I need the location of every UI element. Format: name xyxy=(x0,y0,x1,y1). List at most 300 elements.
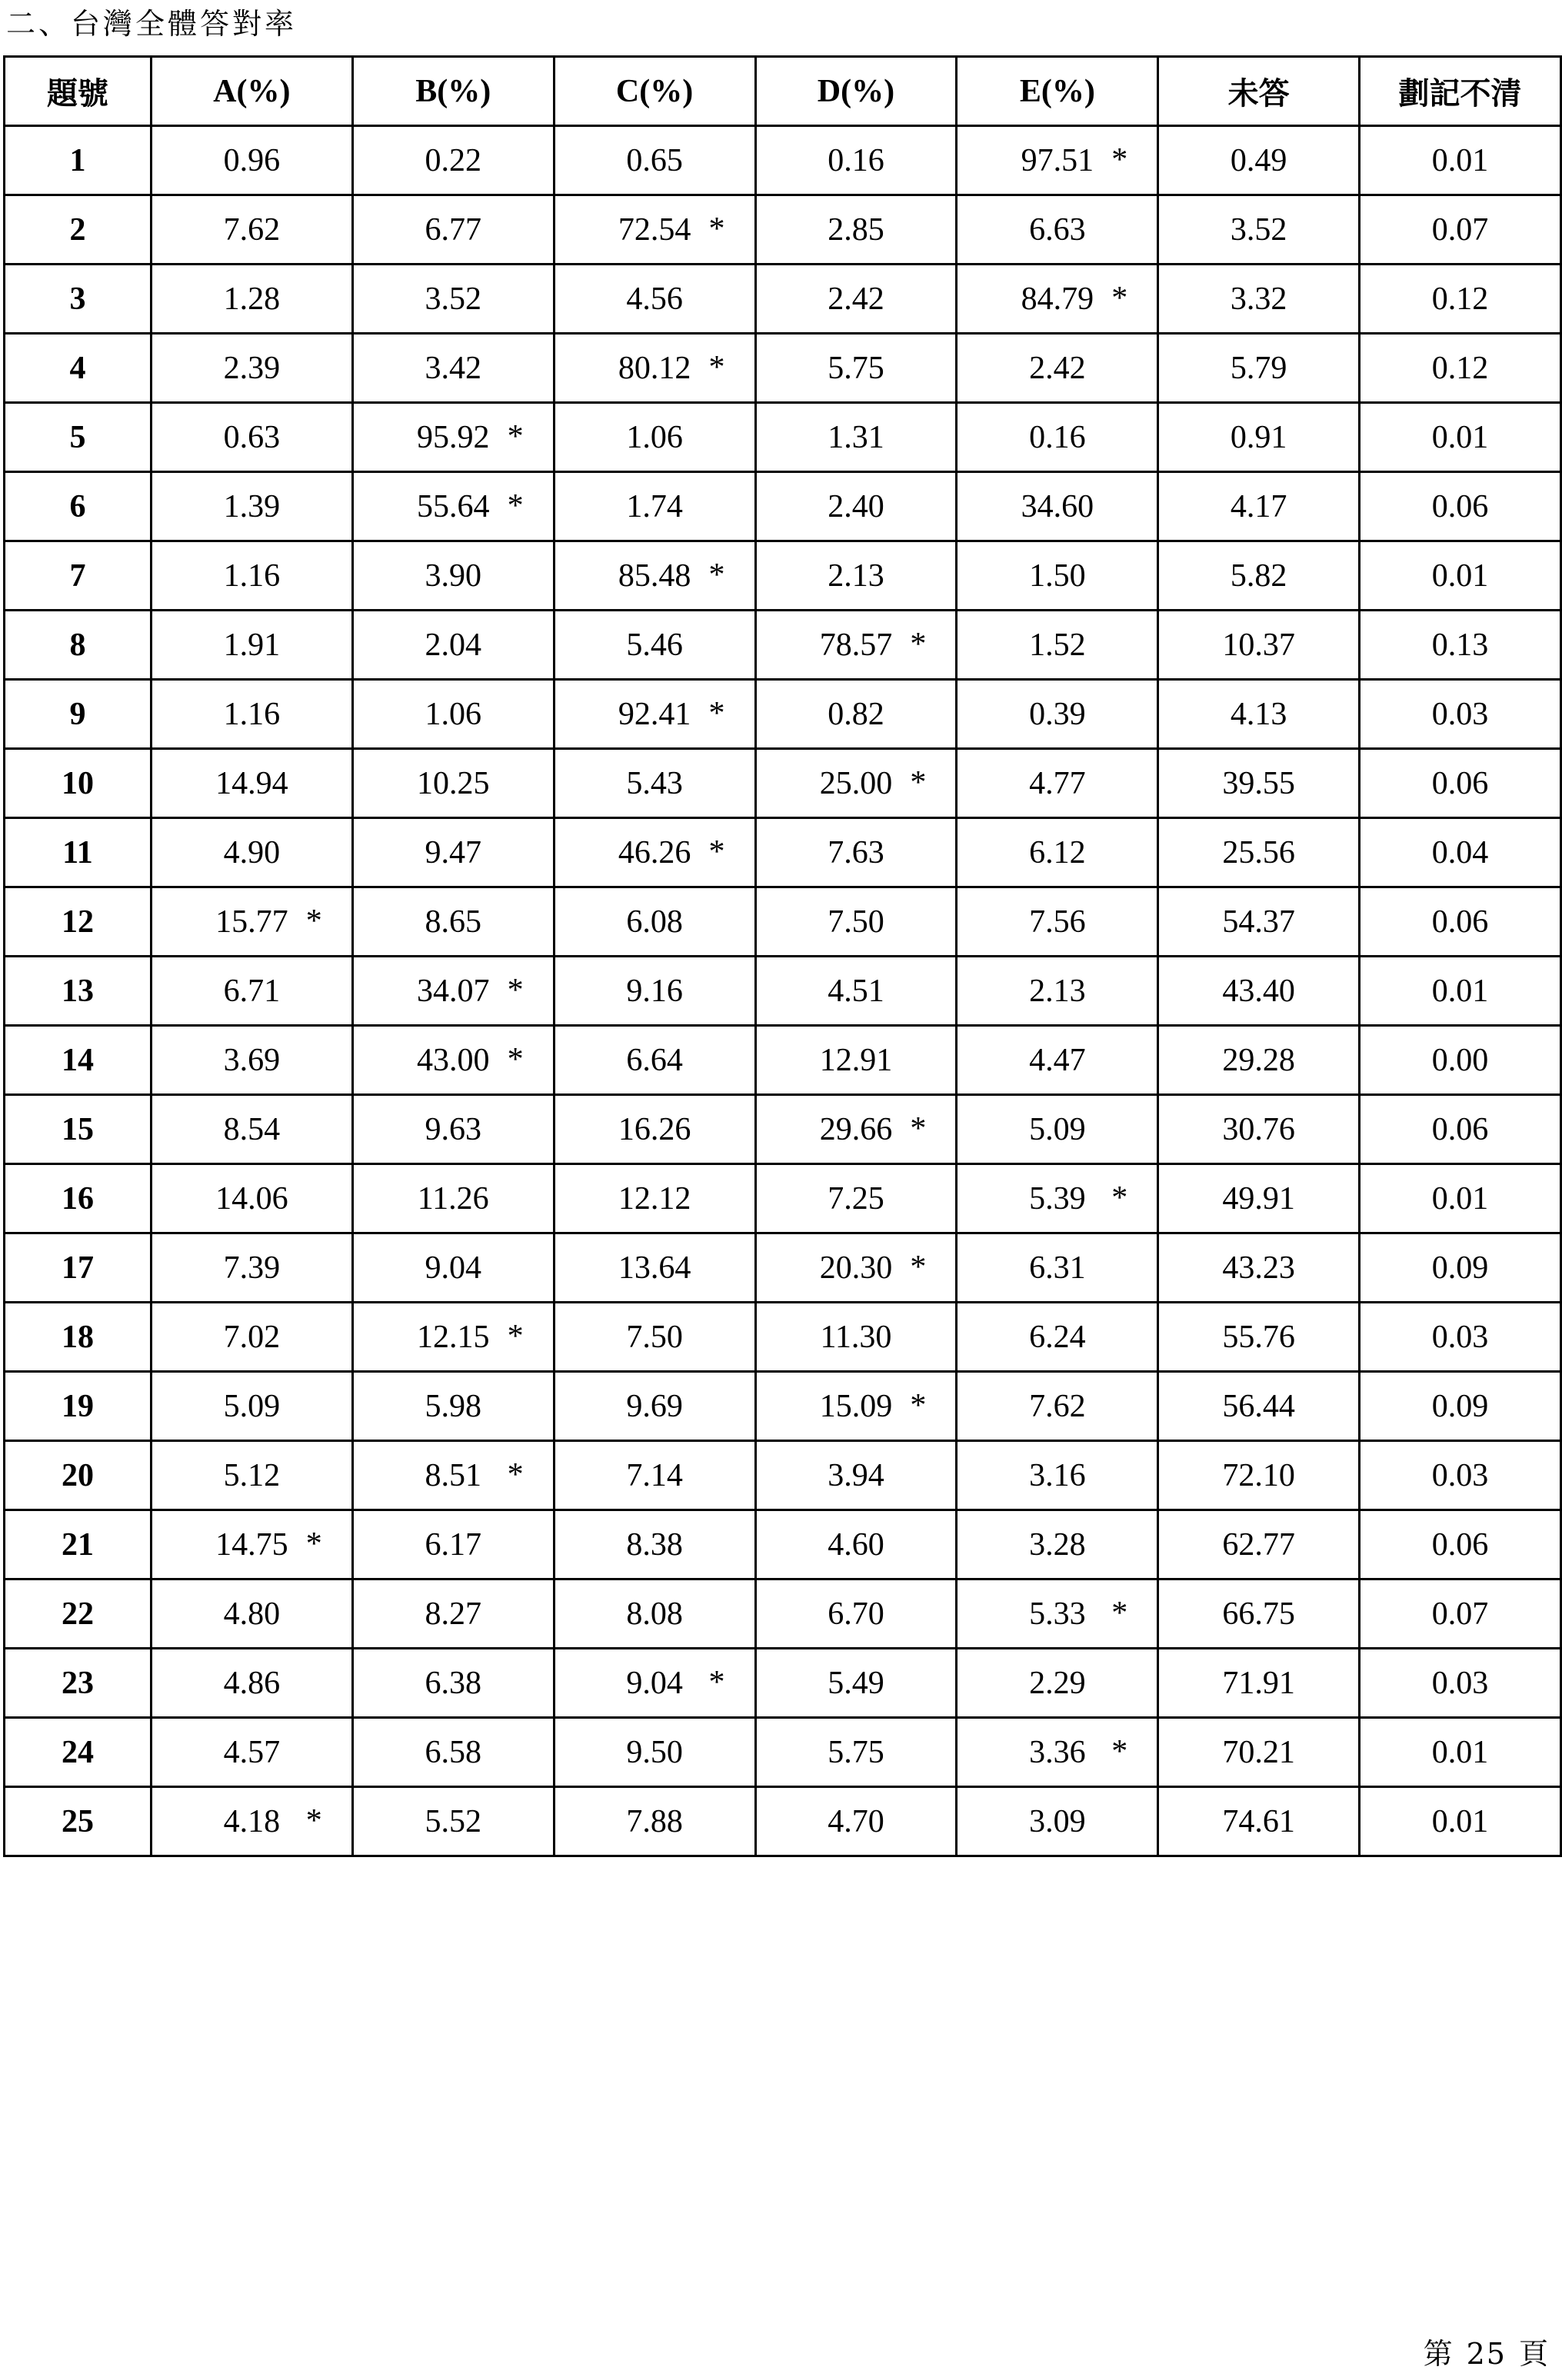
option-e-value: 1.50 xyxy=(1029,558,1086,594)
option-a-cell xyxy=(151,472,352,541)
header-unclear-mark: 劃記不清 xyxy=(1360,57,1561,126)
unanswered-cell: 0.91 xyxy=(1158,403,1360,472)
option-e-value: 5.39 xyxy=(1029,1180,1086,1217)
option-e-cell xyxy=(957,1372,1158,1441)
unanswered-cell: 4.17 xyxy=(1158,472,1360,541)
question-number-cell: 2 xyxy=(5,195,152,265)
option-c-cell xyxy=(554,1649,755,1718)
unclear-mark-cell: 0.01 xyxy=(1360,403,1561,472)
unanswered-cell: 74.61 xyxy=(1158,1787,1360,1856)
unclear-mark-cell: 0.03 xyxy=(1360,1303,1561,1372)
option-b-cell xyxy=(352,1510,554,1579)
question-number-cell: 15 xyxy=(5,1095,152,1164)
option-a-cell xyxy=(151,1787,352,1856)
option-b-value: 3.90 xyxy=(425,558,481,594)
option-d-value: 4.51 xyxy=(828,973,884,1009)
option-b-cell xyxy=(352,1303,554,1372)
unclear-mark-cell: 0.01 xyxy=(1360,126,1561,195)
option-c-value: 7.88 xyxy=(626,1803,683,1839)
option-c-value: 9.50 xyxy=(626,1734,683,1770)
option-e-cell xyxy=(957,126,1158,195)
unanswered-cell: 5.79 xyxy=(1158,334,1360,403)
option-d-cell xyxy=(755,1649,957,1718)
unclear-mark-cell: 0.06 xyxy=(1360,472,1561,541)
option-c-cell xyxy=(554,611,755,680)
option-d-value: 0.82 xyxy=(828,696,884,732)
option-b-value: 34.07 xyxy=(416,973,490,1009)
option-d-value: 5.75 xyxy=(828,350,884,386)
question-number-cell: 24 xyxy=(5,1718,152,1787)
option-d-value: 2.13 xyxy=(828,558,884,594)
option-d-value: 11.30 xyxy=(820,1319,892,1355)
unclear-mark-cell: 0.04 xyxy=(1360,818,1561,887)
unclear-mark-cell: 0.03 xyxy=(1360,1649,1561,1718)
option-b-cell xyxy=(352,472,554,541)
option-a-cell xyxy=(151,680,352,749)
option-c-value: 0.65 xyxy=(626,142,683,178)
option-d-cell xyxy=(755,195,957,265)
option-d-cell xyxy=(755,1233,957,1303)
question-number-cell: 10 xyxy=(5,749,152,818)
header-option-e: E(%) xyxy=(957,57,1158,126)
option-e-cell xyxy=(957,265,1158,334)
question-number-cell: 14 xyxy=(5,1026,152,1095)
table-row xyxy=(5,265,1561,334)
option-d-value: 2.85 xyxy=(828,211,884,248)
option-d-value: 4.60 xyxy=(828,1526,884,1563)
option-d-cell xyxy=(755,1164,957,1233)
unclear-mark-cell: 0.01 xyxy=(1360,541,1561,611)
option-b-value: 3.52 xyxy=(425,281,481,317)
correct-answer-marker: * xyxy=(305,1526,322,1562)
correct-answer-marker: * xyxy=(507,1041,524,1077)
table-row xyxy=(5,1510,1561,1579)
option-b-cell xyxy=(352,1095,554,1164)
option-c-cell xyxy=(554,887,755,957)
question-number-cell: 21 xyxy=(5,1510,152,1579)
question-number-cell: 20 xyxy=(5,1441,152,1510)
question-number-cell: 3 xyxy=(5,265,152,334)
option-e-value: 6.63 xyxy=(1029,211,1086,248)
option-b-cell xyxy=(352,126,554,195)
unanswered-cell: 29.28 xyxy=(1158,1026,1360,1095)
option-b-value: 8.51 xyxy=(425,1457,481,1493)
table-row xyxy=(5,611,1561,680)
option-d-cell xyxy=(755,611,957,680)
correct-answer-marker: * xyxy=(1111,141,1128,178)
option-c-cell xyxy=(554,472,755,541)
header-option-a: A(%) xyxy=(151,57,352,126)
option-c-value: 7.14 xyxy=(626,1457,683,1493)
option-c-cell xyxy=(554,1510,755,1579)
option-c-cell xyxy=(554,818,755,887)
unanswered-cell: 25.56 xyxy=(1158,818,1360,887)
option-e-value: 6.24 xyxy=(1029,1319,1086,1355)
table-row xyxy=(5,680,1561,749)
option-a-value: 7.02 xyxy=(223,1319,281,1355)
header-option-b: B(%) xyxy=(352,57,554,126)
option-b-value: 5.98 xyxy=(425,1388,481,1424)
question-number-cell: 18 xyxy=(5,1303,152,1372)
option-c-cell xyxy=(554,680,755,749)
option-d-cell xyxy=(755,1026,957,1095)
option-b-value: 3.42 xyxy=(425,350,481,386)
correct-answer-marker: * xyxy=(910,626,927,662)
option-d-value: 1.31 xyxy=(828,419,884,455)
option-a-value: 1.28 xyxy=(223,281,281,317)
question-number-cell: 19 xyxy=(5,1372,152,1441)
option-e-cell xyxy=(957,1510,1158,1579)
option-b-value: 8.27 xyxy=(425,1596,481,1632)
option-b-cell xyxy=(352,541,554,611)
answer-rate-table xyxy=(3,55,1562,1857)
option-d-cell xyxy=(755,334,957,403)
option-c-cell xyxy=(554,1579,755,1649)
option-c-cell xyxy=(554,541,755,611)
option-d-cell xyxy=(755,1095,957,1164)
option-e-cell xyxy=(957,472,1158,541)
correct-answer-marker: * xyxy=(507,1318,524,1354)
option-b-value: 11.26 xyxy=(417,1180,489,1217)
option-a-cell xyxy=(151,334,352,403)
header-question-number: 題號 xyxy=(5,57,152,126)
option-d-value: 29.66 xyxy=(819,1111,893,1147)
option-e-cell xyxy=(957,1718,1158,1787)
option-b-cell xyxy=(352,403,554,472)
option-b-value: 6.17 xyxy=(425,1526,481,1563)
option-b-value: 6.58 xyxy=(425,1734,481,1770)
option-e-cell xyxy=(957,1026,1158,1095)
option-d-cell xyxy=(755,472,957,541)
option-c-value: 8.38 xyxy=(626,1526,683,1563)
unclear-mark-cell: 0.01 xyxy=(1360,957,1561,1026)
table-row xyxy=(5,1787,1561,1856)
option-e-value: 5.09 xyxy=(1029,1111,1086,1147)
option-e-cell xyxy=(957,1303,1158,1372)
option-b-cell xyxy=(352,887,554,957)
unanswered-cell: 66.75 xyxy=(1158,1579,1360,1649)
page-number: 25 xyxy=(1466,2337,1507,2371)
table-row xyxy=(5,1372,1561,1441)
unanswered-cell: 54.37 xyxy=(1158,887,1360,957)
question-number-cell: 1 xyxy=(5,126,152,195)
option-c-value: 7.50 xyxy=(626,1319,683,1355)
unanswered-cell: 55.76 xyxy=(1158,1303,1360,1372)
option-e-value: 84.79 xyxy=(1021,281,1094,317)
option-c-cell xyxy=(554,1787,755,1856)
option-b-cell xyxy=(352,1164,554,1233)
table-row xyxy=(5,887,1561,957)
option-d-cell xyxy=(755,1787,957,1856)
option-a-cell xyxy=(151,265,352,334)
option-a-cell xyxy=(151,195,352,265)
option-d-value: 7.63 xyxy=(828,834,884,870)
option-e-cell xyxy=(957,541,1158,611)
option-a-value: 7.62 xyxy=(223,211,281,248)
option-c-value: 8.08 xyxy=(626,1596,683,1632)
unclear-mark-cell: 0.09 xyxy=(1360,1372,1561,1441)
unanswered-cell: 5.82 xyxy=(1158,541,1360,611)
option-e-cell xyxy=(957,1095,1158,1164)
correct-answer-marker: * xyxy=(708,695,725,731)
option-a-cell xyxy=(151,1649,352,1718)
option-a-cell xyxy=(151,1164,352,1233)
option-c-value: 1.74 xyxy=(626,488,683,524)
option-e-cell xyxy=(957,1787,1158,1856)
option-e-cell xyxy=(957,403,1158,472)
option-b-value: 9.47 xyxy=(425,834,481,870)
unclear-mark-cell: 0.07 xyxy=(1360,195,1561,265)
option-a-cell xyxy=(151,126,352,195)
option-a-value: 0.96 xyxy=(223,142,281,178)
option-a-cell xyxy=(151,1233,352,1303)
option-a-value: 0.63 xyxy=(223,419,281,455)
table-row xyxy=(5,1441,1561,1510)
unclear-mark-cell: 0.13 xyxy=(1360,611,1561,680)
option-e-value: 0.16 xyxy=(1029,419,1086,455)
unclear-mark-cell: 0.12 xyxy=(1360,265,1561,334)
option-c-value: 46.26 xyxy=(618,834,691,870)
option-a-value: 6.71 xyxy=(223,973,281,1009)
table-row xyxy=(5,472,1561,541)
option-a-cell xyxy=(151,1095,352,1164)
unanswered-cell: 3.52 xyxy=(1158,195,1360,265)
option-c-value: 5.46 xyxy=(626,627,683,663)
table-row xyxy=(5,749,1561,818)
option-a-value: 14.75 xyxy=(215,1526,288,1563)
option-e-cell xyxy=(957,195,1158,265)
option-c-value: 13.64 xyxy=(618,1250,691,1286)
option-a-value: 2.39 xyxy=(223,350,281,386)
option-e-cell xyxy=(957,1441,1158,1510)
unclear-mark-cell: 0.06 xyxy=(1360,1095,1561,1164)
option-a-cell xyxy=(151,1718,352,1787)
option-c-value: 4.56 xyxy=(626,281,683,317)
table-header-row xyxy=(5,57,1561,126)
option-b-value: 55.64 xyxy=(416,488,490,524)
option-a-value: 4.18 xyxy=(223,1803,281,1839)
section-title: 二、台灣全體答對率 xyxy=(6,7,298,41)
correct-answer-marker: * xyxy=(910,764,927,801)
option-d-cell xyxy=(755,265,957,334)
table-row xyxy=(5,957,1561,1026)
correct-answer-marker: * xyxy=(708,211,725,247)
option-b-value: 0.22 xyxy=(425,142,481,178)
option-b-cell xyxy=(352,1649,554,1718)
table-row xyxy=(5,1579,1561,1649)
correct-answer-marker: * xyxy=(1111,280,1128,316)
table-row xyxy=(5,334,1561,403)
correct-answer-marker: * xyxy=(910,1387,927,1423)
option-e-cell xyxy=(957,887,1158,957)
option-a-value: 1.91 xyxy=(223,627,281,663)
option-b-cell xyxy=(352,1372,554,1441)
option-d-cell xyxy=(755,1510,957,1579)
option-d-value: 78.57 xyxy=(819,627,893,663)
option-a-value: 1.16 xyxy=(223,696,281,732)
option-d-cell xyxy=(755,1579,957,1649)
table-row xyxy=(5,126,1561,195)
option-d-value: 6.70 xyxy=(828,1596,884,1632)
option-d-value: 4.70 xyxy=(828,1803,884,1839)
option-e-value: 1.52 xyxy=(1029,627,1086,663)
option-c-cell xyxy=(554,1095,755,1164)
correct-answer-marker: * xyxy=(708,834,725,870)
option-b-cell xyxy=(352,1579,554,1649)
option-d-cell xyxy=(755,1441,957,1510)
page-suffix: 頁 xyxy=(1518,2337,1550,2371)
option-b-cell xyxy=(352,680,554,749)
unanswered-cell: 56.44 xyxy=(1158,1372,1360,1441)
option-b-cell xyxy=(352,1233,554,1303)
table-row xyxy=(5,1303,1561,1372)
question-number-cell: 23 xyxy=(5,1649,152,1718)
option-e-value: 3.28 xyxy=(1029,1526,1086,1563)
correct-answer-marker: * xyxy=(1111,1180,1128,1216)
unanswered-cell: 70.21 xyxy=(1158,1718,1360,1787)
option-a-cell xyxy=(151,887,352,957)
header-option-c: C(%) xyxy=(554,57,755,126)
option-a-cell xyxy=(151,1026,352,1095)
option-a-cell xyxy=(151,403,352,472)
correct-answer-marker: * xyxy=(708,557,725,593)
option-e-value: 5.33 xyxy=(1029,1596,1086,1632)
unclear-mark-cell: 0.01 xyxy=(1360,1164,1561,1233)
question-number-cell: 13 xyxy=(5,957,152,1026)
option-a-value: 14.06 xyxy=(215,1180,288,1217)
option-a-cell xyxy=(151,611,352,680)
table-row xyxy=(5,818,1561,887)
option-a-cell xyxy=(151,1579,352,1649)
question-number-cell: 4 xyxy=(5,334,152,403)
option-a-value: 7.39 xyxy=(223,1250,281,1286)
table-row xyxy=(5,1164,1561,1233)
option-b-value: 95.92 xyxy=(416,419,490,455)
unclear-mark-cell: 0.06 xyxy=(1360,1510,1561,1579)
option-a-value: 8.54 xyxy=(223,1111,281,1147)
question-number-cell: 9 xyxy=(5,680,152,749)
option-c-value: 85.48 xyxy=(618,558,691,594)
option-c-value: 80.12 xyxy=(618,350,691,386)
option-e-value: 34.60 xyxy=(1021,488,1094,524)
option-e-value: 4.47 xyxy=(1029,1042,1086,1078)
option-e-value: 3.16 xyxy=(1029,1457,1086,1493)
option-e-value: 2.42 xyxy=(1029,350,1086,386)
question-number-cell: 8 xyxy=(5,611,152,680)
unanswered-cell: 62.77 xyxy=(1158,1510,1360,1579)
unclear-mark-cell: 0.01 xyxy=(1360,1718,1561,1787)
option-e-cell xyxy=(957,680,1158,749)
unclear-mark-cell: 0.03 xyxy=(1360,1441,1561,1510)
option-d-value: 5.75 xyxy=(828,1734,884,1770)
option-e-value: 7.56 xyxy=(1029,904,1086,940)
option-c-value: 6.64 xyxy=(626,1042,683,1078)
option-a-value: 14.94 xyxy=(215,765,288,801)
option-e-value: 3.36 xyxy=(1029,1734,1086,1770)
table-row xyxy=(5,403,1561,472)
table-row xyxy=(5,1649,1561,1718)
correct-answer-marker: * xyxy=(507,1456,524,1493)
correct-answer-marker: * xyxy=(1111,1595,1128,1631)
option-c-cell xyxy=(554,1372,755,1441)
option-a-value: 1.39 xyxy=(223,488,281,524)
table-row xyxy=(5,1718,1561,1787)
option-e-cell xyxy=(957,749,1158,818)
option-b-cell xyxy=(352,818,554,887)
option-d-cell xyxy=(755,1303,957,1372)
correct-answer-marker: * xyxy=(507,488,524,524)
option-e-value: 2.29 xyxy=(1029,1665,1086,1701)
option-c-cell xyxy=(554,334,755,403)
option-a-value: 3.69 xyxy=(223,1042,281,1078)
option-e-value: 4.77 xyxy=(1029,765,1086,801)
option-d-value: 3.94 xyxy=(828,1457,884,1493)
option-a-value: 4.80 xyxy=(223,1596,281,1632)
option-d-cell xyxy=(755,403,957,472)
option-a-cell xyxy=(151,957,352,1026)
option-b-value: 9.04 xyxy=(425,1250,481,1286)
page-prefix: 第 xyxy=(1423,2337,1454,2371)
option-e-value: 97.51 xyxy=(1021,142,1094,178)
unanswered-cell: 71.91 xyxy=(1158,1649,1360,1718)
correct-answer-marker: * xyxy=(910,1249,927,1285)
correct-answer-marker: * xyxy=(708,349,725,385)
option-b-value: 9.63 xyxy=(425,1111,481,1147)
option-d-value: 20.30 xyxy=(819,1250,893,1286)
option-c-value: 9.16 xyxy=(626,973,683,1009)
option-c-cell xyxy=(554,1718,755,1787)
unclear-mark-cell: 0.03 xyxy=(1360,680,1561,749)
option-e-cell xyxy=(957,1579,1158,1649)
table-row xyxy=(5,1095,1561,1164)
option-b-value: 43.00 xyxy=(416,1042,490,1078)
option-c-cell xyxy=(554,195,755,265)
option-c-value: 1.06 xyxy=(626,419,683,455)
option-a-value: 5.12 xyxy=(223,1457,281,1493)
option-c-value: 9.04 xyxy=(626,1665,683,1701)
option-b-cell xyxy=(352,1718,554,1787)
option-b-value: 5.52 xyxy=(425,1803,481,1839)
question-number-cell: 5 xyxy=(5,403,152,472)
option-d-value: 25.00 xyxy=(819,765,893,801)
option-c-value: 5.43 xyxy=(626,765,683,801)
option-c-cell xyxy=(554,403,755,472)
correct-answer-marker: * xyxy=(305,903,322,939)
option-d-value: 2.42 xyxy=(828,281,884,317)
option-b-cell xyxy=(352,957,554,1026)
unanswered-cell: 10.37 xyxy=(1158,611,1360,680)
option-d-value: 2.40 xyxy=(828,488,884,524)
option-e-cell xyxy=(957,611,1158,680)
option-c-cell xyxy=(554,1303,755,1372)
option-e-value: 6.12 xyxy=(1029,834,1086,870)
option-b-value: 6.77 xyxy=(425,211,481,248)
option-d-cell xyxy=(755,957,957,1026)
option-e-value: 3.09 xyxy=(1029,1803,1086,1839)
option-c-cell xyxy=(554,126,755,195)
correct-answer-marker: * xyxy=(1111,1733,1128,1769)
option-a-cell xyxy=(151,818,352,887)
option-b-cell xyxy=(352,611,554,680)
option-d-cell xyxy=(755,126,957,195)
unanswered-cell: 4.13 xyxy=(1158,680,1360,749)
option-d-cell xyxy=(755,541,957,611)
option-a-value: 4.86 xyxy=(223,1665,281,1701)
option-d-value: 5.49 xyxy=(828,1665,884,1701)
option-e-cell xyxy=(957,957,1158,1026)
option-c-value: 92.41 xyxy=(618,696,691,732)
correct-answer-marker: * xyxy=(910,1110,927,1147)
